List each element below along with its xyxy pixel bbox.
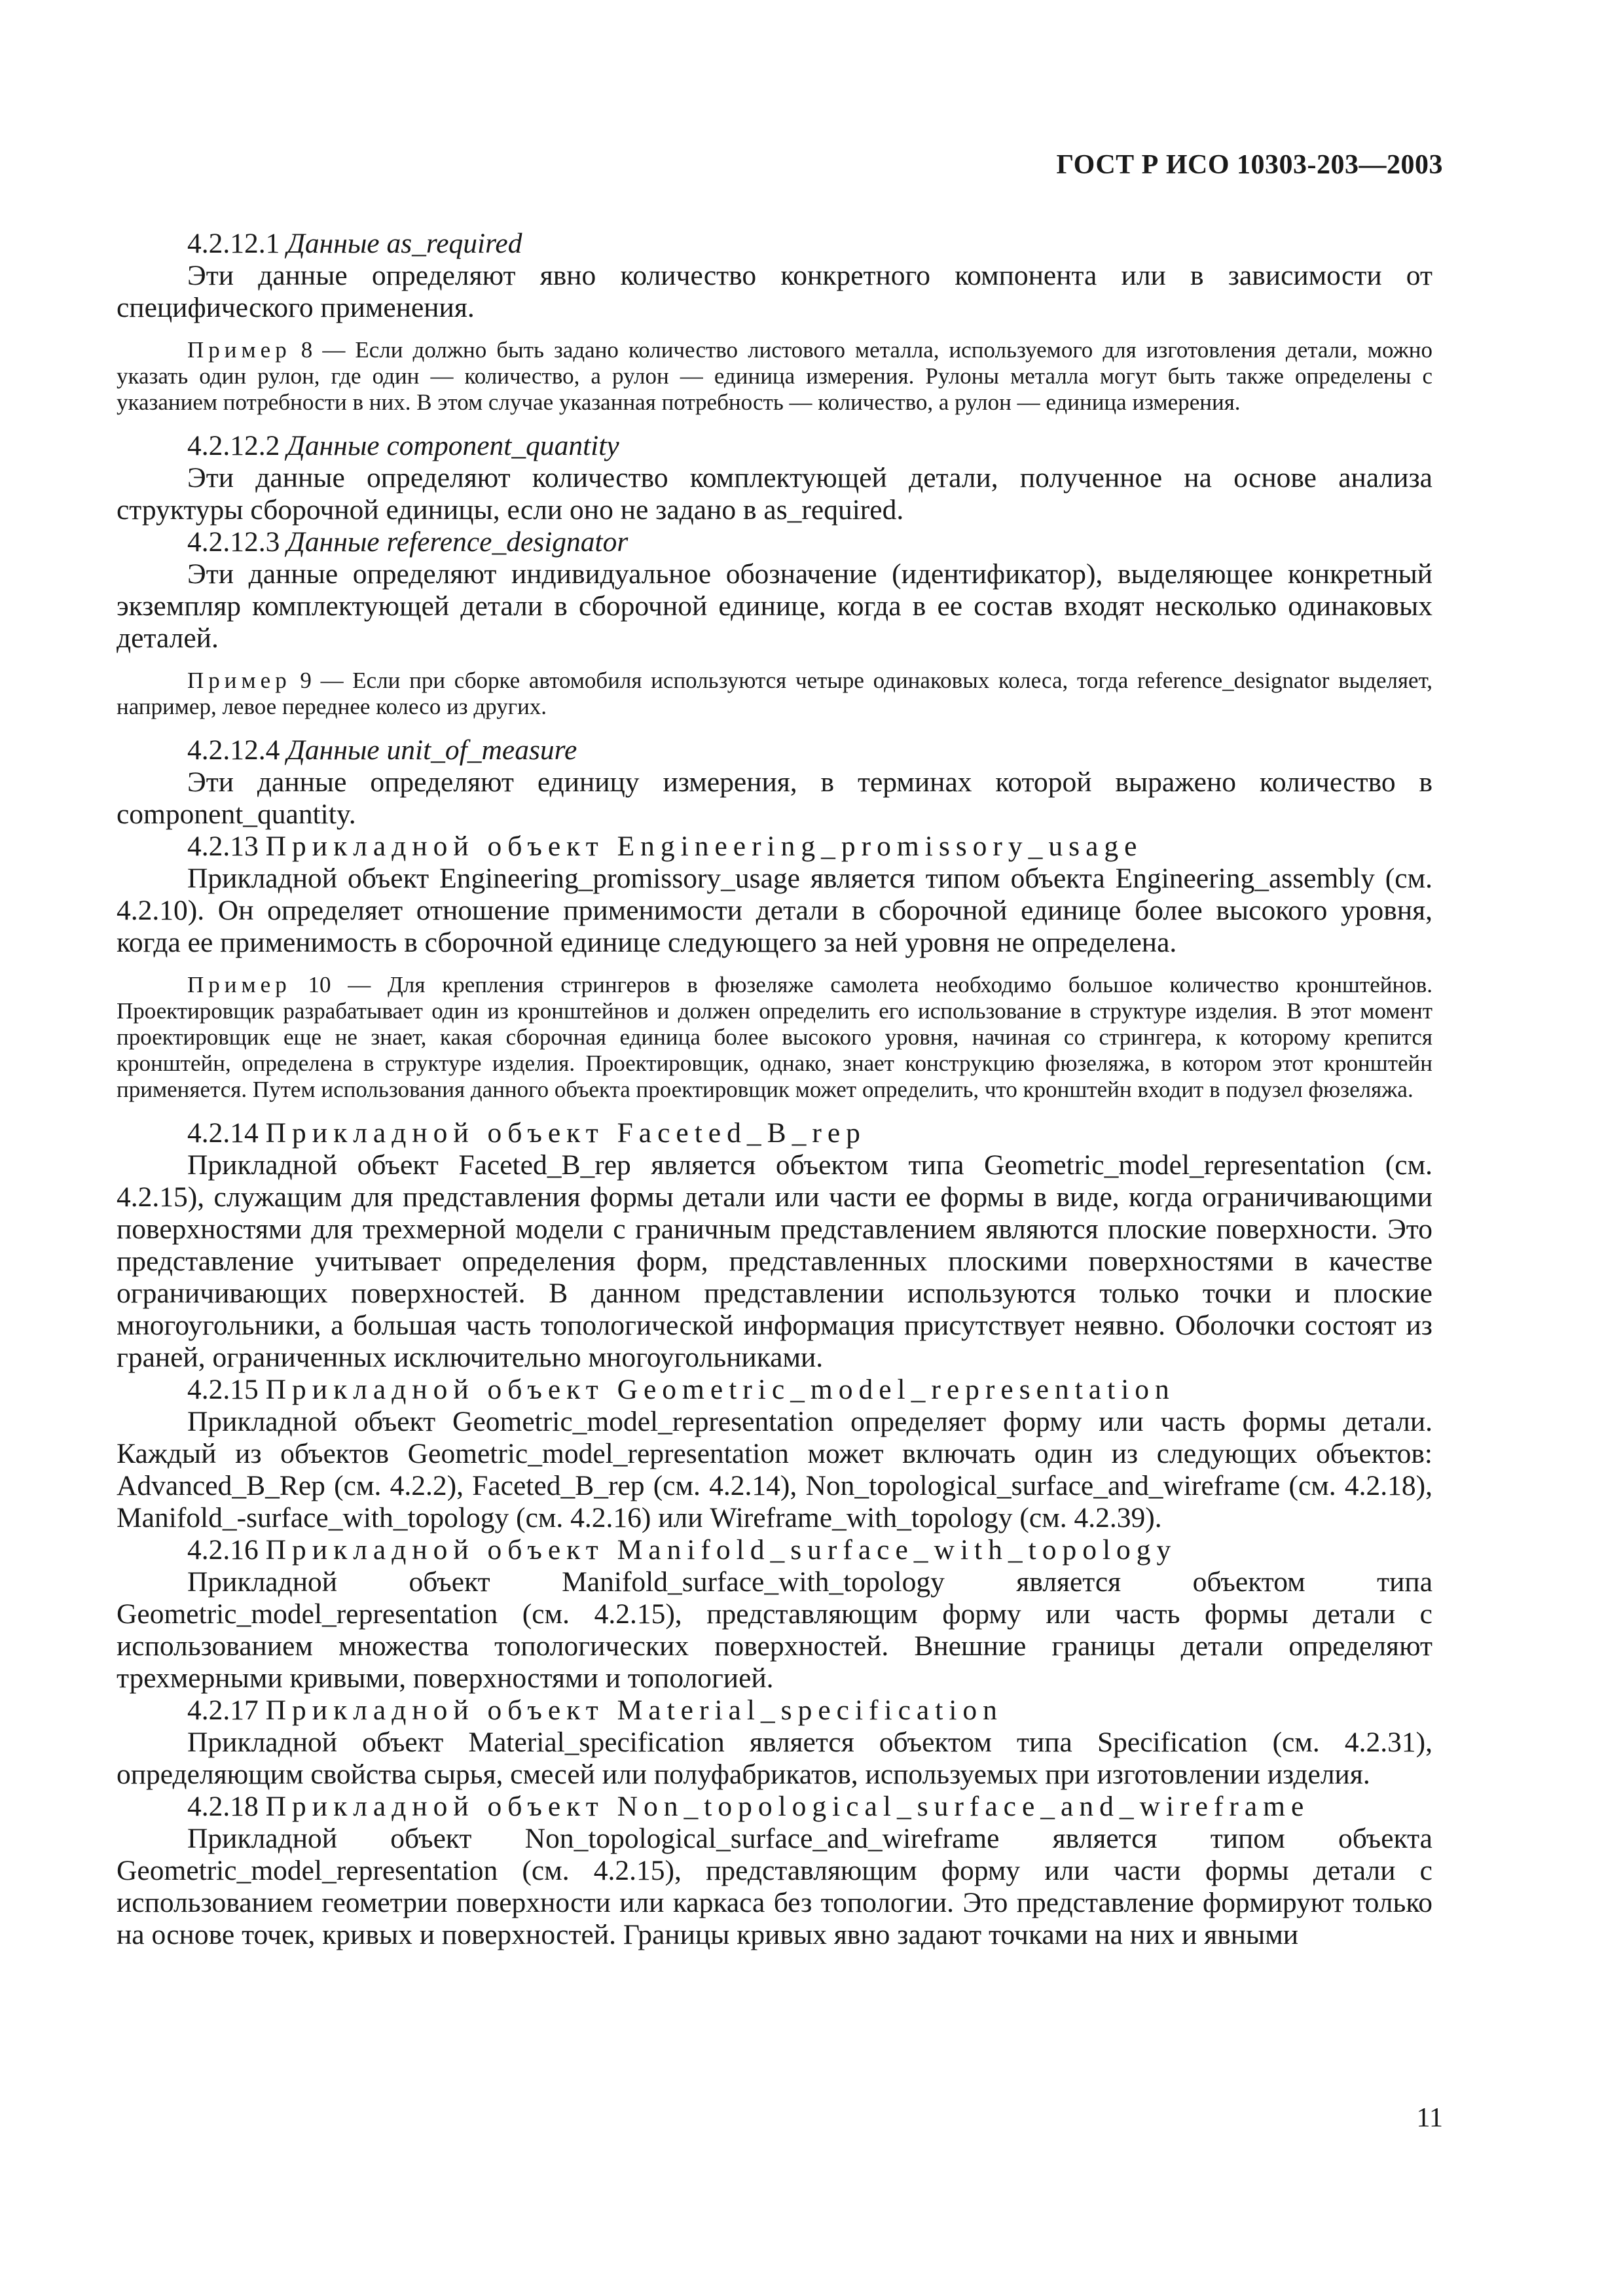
section-title: Данные reference_designator xyxy=(287,526,629,558)
example-note xyxy=(117,668,1432,720)
section-title: Данные component_quantity xyxy=(287,430,619,461)
paragraph: Прикладной объект Manifold_surface_with_topology является объектом типа Geometric_model_representation (см. 4.2.15), представляющим форму или часть формы детали с использованием множества топологических поверхностей. Внешние границы детали определяют трехмерными кривыми, поверхностями и топологией. xyxy=(117,1566,1432,1694)
section-heading xyxy=(117,1374,1432,1406)
example-label: Пример xyxy=(187,337,291,363)
section-title: Прикладной объект Geometric_model_representation xyxy=(265,1374,1175,1405)
example-text: 9 — Если при сборке автомобиля используются четыре одинаковых колеса, тогда reference_designator выделяет, например, левое переднее колесо из других. xyxy=(117,668,1432,719)
paragraph: Прикладной объект Material_specification является объектом типа Specification (см. 4.2.31), определяющим свойства сырья, смесей или полуфабрикатов, используемых при изготовлении изделия. xyxy=(117,1727,1432,1790)
section-number: 4.2.18 xyxy=(187,1791,266,1822)
example-label: Пример xyxy=(187,668,291,693)
section-title: Прикладной объект Faceted_B_rep xyxy=(265,1117,866,1149)
section-number: 4.2.17 xyxy=(187,1695,266,1726)
section-title: Прикладной объект Non_topological_surface_and_wireframe xyxy=(265,1791,1310,1822)
section-number: 4.2.12.1 xyxy=(187,228,287,259)
section-heading xyxy=(117,1695,1432,1727)
section-title: Прикладной объект Manifold_surface_with_topology xyxy=(265,1534,1177,1566)
example-note xyxy=(117,337,1432,416)
section-number: 4.2.15 xyxy=(187,1374,266,1405)
section-number: 4.2.14 xyxy=(187,1117,266,1149)
section-title: Прикладной объект Engineering_promissory_usage xyxy=(265,831,1143,862)
example-text: 10 — Для крепления стрингеров в фюзеляже самолета необходимо большое количество кронштейнов. Проектировщик разрабатывает один из кронштейнов и должен определить его использование в структуре изделия. В этот момент проектировщик еще не знает, какая сборочная единица более высокого уровня, начиная со стрингера, к которому крепится кронштейн, определена в структуре изделия. Проектировщик, однако, знает конструкцию фюзеляжа, в котором этот кронштейн применяется. Путем использования данного объекта проектировщик может определить, что кронштейн входит в подузел фюзеляжа. xyxy=(117,972,1432,1102)
paragraph: Прикладной объект Non_topological_surface_and_wireframe является типом объекта Geometric_model_representation (см. 4.2.15), представляющим форму или части формы детали с использованием геометрии поверхности или каркаса без топологии. Это представление формируют только на основе точек, кривых и поверхностей. Границы кривых явно задают точками на них и явными xyxy=(117,1823,1432,1950)
section-title: Данные as_required xyxy=(287,228,522,259)
section-heading xyxy=(117,228,1432,260)
section-number: 4.2.13 xyxy=(187,831,266,862)
paragraph: Прикладной объект Faceted_B_rep является объектом типа Geometric_model_representation (см. 4.2.15), служащим для представления формы детали или части ее формы в виде, когда ограничивающими поверхностями для трехмерной модели с граничным представлением являются плоские поверхности. Это представление учитывает определения форм, представленных плоскими поверхностями в качестве ограничивающих поверхностей. В данном представлении используются только точки и плоские многоугольники, а большая часть топологической информация присутствует неявно. Оболочки состоят из граней, ограниченных исключительно многоугольниками. xyxy=(117,1149,1432,1373)
paragraph: Прикладной объект Geometric_model_representation определяет форму или часть формы детали. Каждый из объектов Geometric_model_representation может включать один из следующих объектов: Advanced_B_Rep (см. 4.2.2), Faceted_B_rep (см. 4.2.14), Non_topological_surface_and_wireframe (см. 4.2.18), Manifold_-surface_with_topology (см. 4.2.16) или Wireframe_with_topology (см. 4.2.39). xyxy=(117,1406,1432,1534)
section-heading xyxy=(117,831,1432,863)
paragraph: Эти данные определяют явно количество конкретного компонента или в зависимости от специфического применения. xyxy=(117,260,1432,323)
document-body xyxy=(117,228,1432,1951)
section-heading xyxy=(117,526,1432,558)
section-number: 4.2.12.2 xyxy=(187,430,287,461)
document-header: ГОСТ Р ИСО 10303-203—2003 xyxy=(1056,150,1443,180)
example-note xyxy=(117,972,1432,1103)
example-label: Пример xyxy=(187,972,291,997)
example-text: 8 — Если должно быть задано количество листового металла, используемого для изготовления детали, можно указать один рулон, где один — количество, а рулон — единица измерения. Рулоны металла могут быть также определены с указанием потребности в них. В этом случае указанная потребность — количество, а рулон — единица измерения. xyxy=(117,337,1432,415)
section-number: 4.2.12.3 xyxy=(187,526,287,558)
paragraph: Прикладной объект Engineering_promissory_usage является типом объекта Engineering_assembly (см. 4.2.10). Он определяет отношение применимости детали в сборочной единице более высокого уровня, когда ее применимость в сборочной единице следующего за ней уровня не определена. xyxy=(117,863,1432,958)
paragraph: Эти данные определяют единицу измерения, в терминах которой выражено количество в component_quantity. xyxy=(117,766,1432,830)
section-number: 4.2.16 xyxy=(187,1534,266,1566)
section-title: Данные unit_of_measure xyxy=(287,734,577,766)
section-heading xyxy=(117,1534,1432,1566)
section-heading xyxy=(117,734,1432,766)
paragraph: Эти данные определяют индивидуальное обозначение (идентификатор), выделяющее конкретный экземпляр комплектующей детали в сборочной единице, когда в ее состав входят несколько одинаковых деталей. xyxy=(117,558,1432,654)
section-heading xyxy=(117,1791,1432,1823)
section-heading xyxy=(117,430,1432,462)
paragraph: Эти данные определяют количество комплектующей детали, полученное на основе анализа структуры сборочной единицы, если оно не задано в as_required. xyxy=(117,462,1432,526)
section-number: 4.2.12.4 xyxy=(187,734,287,766)
page-number: 11 xyxy=(1416,2103,1443,2133)
section-heading xyxy=(117,1117,1432,1149)
section-title: Прикладной объект Material_specification xyxy=(265,1695,1003,1726)
